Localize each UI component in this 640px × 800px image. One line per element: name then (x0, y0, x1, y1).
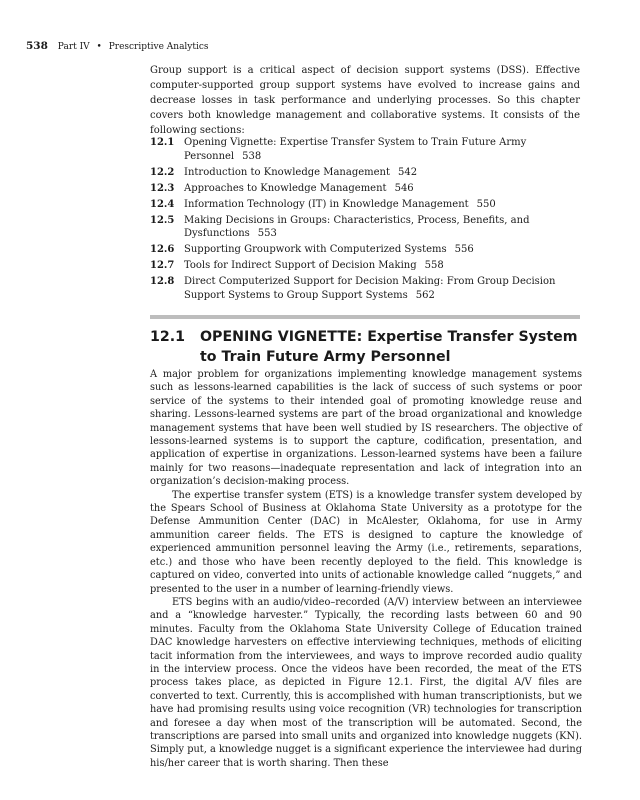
paragraph: ETS begins with an audio/video–recorded (A/V) interview between an interviewee and a “knowledge harvester.” Typically, the recording lasts between 60 and 90 minutes. Faculty from the Oklahoma State University College of Education trained DAC knowledge harvesters on effective interviewing techniques, methods of eliciting tacit information from the interviewees, and ways to improve recorded audio quality in the interview process. Once the videos have been recorded, the meat of the ETS process takes place, as depicted in Figure 12.1. First, the digital A/V files are converted to text. Currently, this is accomplished with human transcriptionists, but we have had promising results using voice recognition (VR) technologies for transcription and foresee a day when most of the transcription will be automated. Second, the transcriptions are parsed into small units and organized into knowledge nuggets (KN). Simply put, a knowledge nugget is a significant experience the interviewee had during his/her career that is worth sharing. Then these (150, 596, 583, 769)
toc-item (150, 243, 580, 257)
paragraph: The expertise transfer system (ETS) is a knowledge transfer system developed by the Spears School of Business at Oklahoma State University as a prototype for the Defense Ammunition Center (DAC) in McAlester, Oklahoma, for use in Army ammunition career fields. The ETS is designed to capture the knowledge of experienced ammunition personnel leaving the Army (i.e., retirements, separations, etc.) and those who have been recently deployed to the field. This knowledge is captured on video, converted into units of actionable knowledge called “nuggets,” and presented to the user in a number of learning-friendly views. (150, 489, 582, 595)
toc-number: 12.2 (150, 166, 175, 178)
toc-item (150, 136, 580, 163)
toc-title: Opening Vignette: Expertise Transfer System to Train Future Army Personnel (184, 137, 527, 162)
toc-number: 12.3 (150, 182, 175, 194)
toc-number: 12.6 (150, 244, 175, 255)
toc-number: 12.5 (150, 214, 175, 226)
toc-page: 538 (242, 150, 262, 162)
toc-page: 546 (394, 182, 414, 194)
header-separator: • (96, 42, 102, 52)
toc-title: Information Technology (IT) in Knowledge Management (184, 198, 469, 210)
toc-number: 12.8 (150, 276, 175, 287)
toc-title: Tools for Indirect Support of Decision Making (184, 260, 417, 271)
section-divider (150, 315, 580, 319)
toc-item (150, 198, 580, 212)
part-label: Part IV (57, 42, 90, 52)
page-number: 538 (26, 40, 48, 52)
toc-page: 550 (476, 198, 496, 210)
toc-title: Direct Computerized Support for Decision Making: From Group Decision Support Systems to Group Support Systems (184, 276, 556, 301)
chapter-intro: Group support is a critical aspect of decision support systems (DSS). Effective computer-supported group support systems have evolved to increase gains and decrease losses in task performance and underlying processes. So this chapter covers both knowledge management and collaborative systems. It consists of the following sections: (150, 65, 580, 136)
paragraph: A major problem for organizations implementing knowledge management systems such as lessons-learned capabilities is the lack of success of such systems or poor service of the systems to their intended goal of promoting knowledge reuse and sharing. Lessons-learned systems are part of the broad organizational and knowledge management systems that have been well studied by IS researchers. The objective of lessons-learned systems is to support the capture, codification, presentation, and application of expertise in organizations. Lesson-learned systems have been a failure mainly for two reasons—inadequate representation and lack of integration into an organization’s decision-making process. (150, 369, 582, 488)
section-title: OPENING VIGNETTE: Expertise Transfer System to Train Future Army Personnel (200, 329, 578, 365)
toc-page: 558 (424, 260, 444, 271)
vignette-body (150, 368, 582, 770)
toc-page: 556 (454, 244, 474, 255)
toc-title: Introduction to Knowledge Management (184, 166, 391, 178)
toc-item (150, 259, 580, 273)
running-head (26, 40, 209, 53)
toc-item (150, 166, 580, 180)
toc-item (150, 275, 580, 302)
toc-number: 12.7 (150, 260, 175, 271)
toc-title: Approaches to Knowledge Management (184, 182, 387, 194)
toc-number: 12.4 (150, 198, 175, 210)
toc-title: Making Decisions in Groups: Characteristics, Process, Benefits, and Dysfunctions (184, 214, 530, 239)
toc-number: 12.1 (150, 137, 175, 148)
toc-item (150, 182, 580, 196)
part-title: Prescriptive Analytics (108, 42, 209, 52)
toc-page: 553 (257, 228, 277, 239)
toc-item (150, 214, 580, 241)
toc-page: 542 (398, 166, 418, 178)
section-number: 12.1 (150, 329, 186, 345)
section-list (150, 136, 580, 305)
toc-page: 562 (415, 289, 435, 301)
section-heading (150, 327, 590, 367)
toc-title: Supporting Groupwork with Computerized Systems (184, 244, 447, 255)
